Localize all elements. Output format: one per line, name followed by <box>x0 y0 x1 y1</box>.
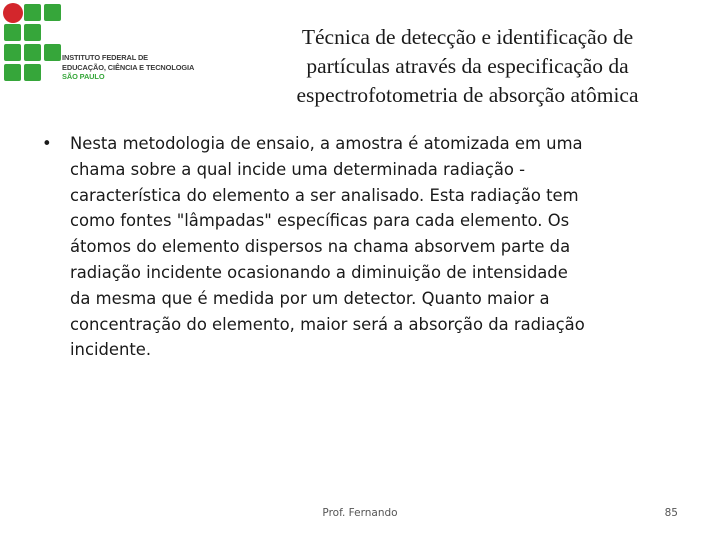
body-line: radiação incidente ocasionando a diminuição de intensidade <box>70 262 568 282</box>
slide-title <box>250 23 685 110</box>
body-line: incidente. <box>70 340 152 360</box>
title-line: espectrofotometria de absorção atômica <box>296 83 639 107</box>
body-line: como fontes "lâmpadas" específicas para cada elemento. Os <box>70 211 570 231</box>
institute-logo <box>2 2 207 86</box>
title-line: Técnica de detecção e identificação de <box>301 25 634 49</box>
bullet-paragraph <box>42 131 710 363</box>
body-line: chama sobre a qual incide uma determinada radiação - <box>70 159 526 179</box>
logo-line-education: EDUCAÇÃO, CIÊNCIA E TECNOLOGIA <box>62 62 195 72</box>
logo-text <box>62 53 194 82</box>
body-line: átomos do elemento dispersos na chama absorvem parte da <box>70 237 571 257</box>
logo-line-institute: INSTITUTO FEDERAL DE <box>62 53 149 62</box>
logo-line-campus: SÃO PAULO <box>62 72 105 82</box>
body-line: da mesma que é medida por um detector. Quanto maior a <box>70 288 550 308</box>
footer-author: Prof. Fernando <box>322 507 398 519</box>
bullet-icon: • <box>42 134 52 153</box>
body-line: concentração do elemento, maior será a absorção da radiação <box>70 314 585 334</box>
body-line: Nesta metodologia de ensaio, a amostra é atomizada em uma <box>70 134 583 153</box>
page-number: 85 <box>664 507 678 519</box>
body-line: característica do elemento a ser analisado. Esta radiação tem <box>70 185 579 205</box>
title-line: partículas através da especificação da <box>306 54 629 78</box>
if-logo-mark-icon <box>2 2 64 84</box>
